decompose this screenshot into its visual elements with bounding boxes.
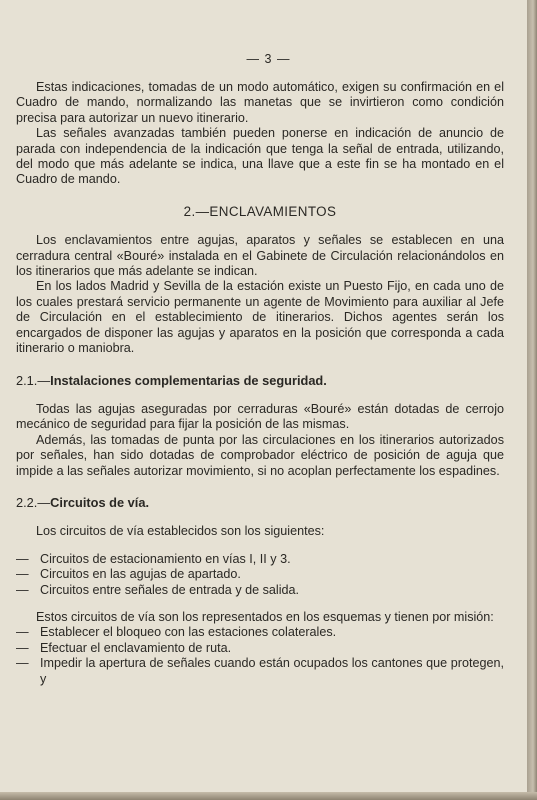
subsection-title-2-1 (16, 373, 504, 388)
subsection-2-2-intro: Los circuitos de vía establecidos son los siguientes: (36, 524, 325, 539)
page-edge (527, 0, 537, 800)
section-2-paragraph-2: En los lados Madrid y Sevilla de la estación existe un Puesto Fijo, en cada uno de los cuales prestará servicio permanente un agente de Movimiento para auxiliar al Jefe de Circulación en el establecimiento de itinerarios. Dichos agentes serán los encargados de disponer las agujas y aparatos en la posición que corresponda a cada itinerario o maniobra. (16, 279, 504, 356)
list-item (16, 625, 504, 640)
dash-marker: — (16, 625, 29, 640)
dash-marker: — (16, 567, 29, 582)
list-item-text: Circuitos entre señales de entrada y de salida. (40, 582, 300, 597)
list-item-text: Circuitos en las agujas de apartado. (40, 567, 241, 582)
subsection-title-2-2 (16, 495, 504, 510)
list-item (16, 641, 504, 656)
subsection-number-2-2: 2.2.— (16, 494, 51, 510)
dash-marker: — (16, 656, 29, 671)
list-item (16, 656, 504, 687)
list-item-text: Circuitos de estacionamiento en vías I, II y 3. (40, 551, 291, 566)
subsection-2-1-paragraph-1: Todas las agujas aseguradas por cerraduras «Bouré» están dotadas de cerrojo mecánico de seguridad para fijar la posición de las mismas. (16, 401, 504, 432)
page-body (16, 54, 504, 687)
section-title-enclavamientos: 2.—ENCLAVAMIENTOS (183, 203, 337, 219)
list-item (16, 552, 504, 567)
subsection-number-2-1: 2.1.— (16, 372, 51, 388)
intro-paragraph-1: Estas indicaciones, tomadas de un modo automático, exigen su confirmación en el Cuadro de mando, normalizando las manetas que se invirtieron como condición precisa para autorizar un nuevo itinerario. (16, 80, 504, 125)
intro-paragraph-2: Las señales avanzadas también pueden ponerse en indicación de anuncio de parada con independencia de la indicación que tenga la señal de entrada, utilizando, del modo que más adelante se indica, una llave que a este fin se ha montado en el Cuadro de mando. (16, 126, 504, 187)
page-bottom-edge (0, 792, 537, 800)
list-item-text: Impedir la apertura de señales cuando están ocupados los cantones que protegen, y (40, 656, 504, 686)
subsection-2-2-mission-paragraph: Estos circuitos de vía son los representados en los esquemas y tienen por misión: (36, 609, 494, 624)
subsection-2-1-paragraph-2: Además, las tomadas de punta por las circulaciones en los itinerarios autorizados por señales, han sido dotadas de comprobador eléctrico de posición de aguja que impide a las señales autorizar movimiento, si no acoplan perfectamente los espadines. (16, 432, 504, 478)
list-item-text: Establecer el bloqueo con las estaciones colaterales. (40, 625, 337, 640)
list-item-text: Efectuar el enclavamiento de ruta. (40, 640, 232, 655)
dash-marker: — (16, 640, 29, 655)
subsection-heading-2-2: Circuitos de vía. (50, 494, 150, 510)
subsection-heading-2-1: Instalaciones complementarias de seguridad. (50, 372, 327, 388)
section-2-paragraph-1: Los enclavamientos entre agujas, aparatos y señales se establecen en una cerradura central «Bouré» instalada en el Gabinete de Circulación relacionándolos en los itinerarios que más adelante se indican. (16, 233, 504, 279)
page-number: — 3 — (246, 52, 291, 66)
dash-marker: — (16, 551, 29, 566)
dash-marker: — (16, 582, 29, 597)
list-item (16, 583, 504, 598)
list-item (16, 567, 504, 582)
